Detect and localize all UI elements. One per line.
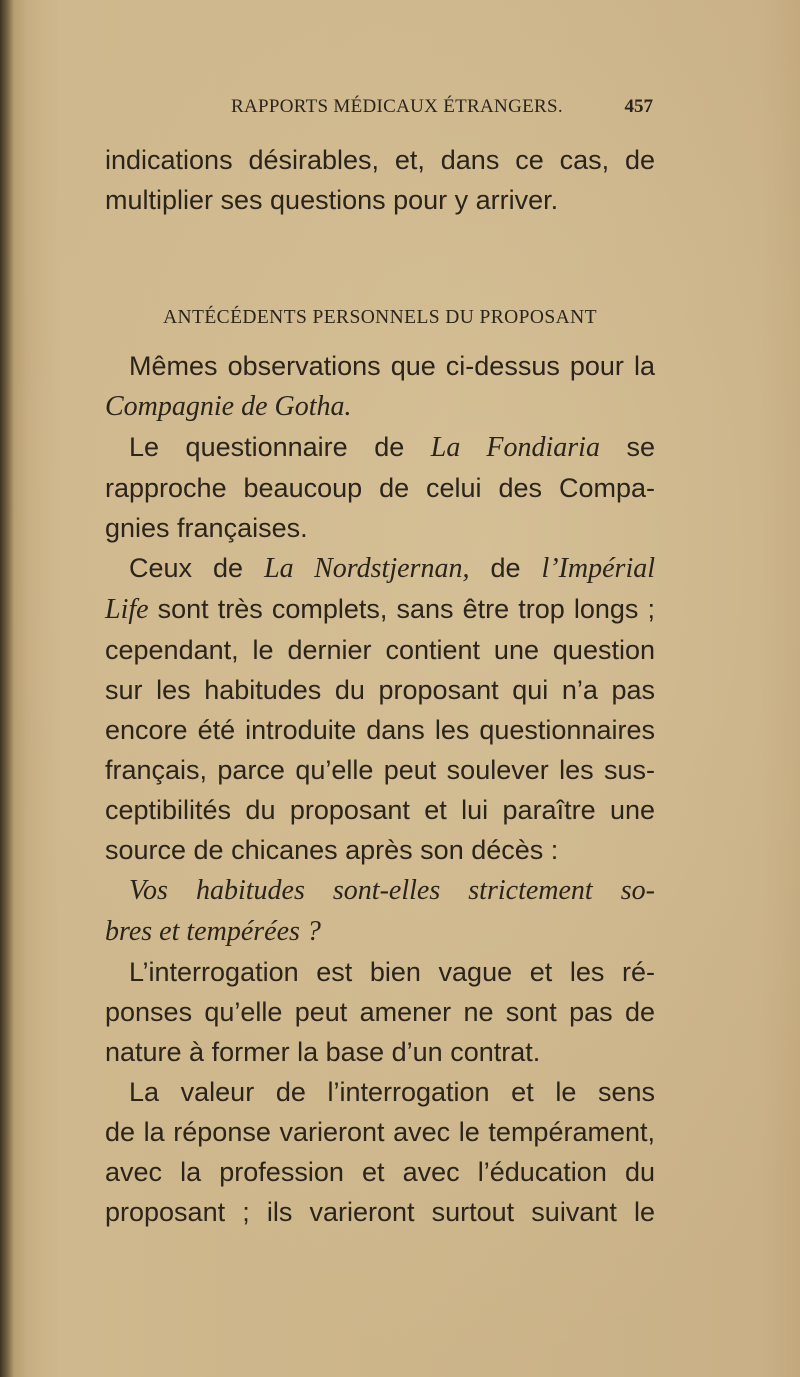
- page-number: 457: [624, 96, 653, 117]
- italic-title: Life: [105, 594, 149, 625]
- text-line: proposant ; ils varieront surtout suivant le: [105, 1197, 655, 1227]
- text-line: L’interrogation est bien vague et les ré-: [129, 957, 655, 987]
- text-line: [105, 870, 655, 911]
- text-line: source de chicanes après son décès :: [105, 835, 559, 865]
- page-body: [105, 140, 655, 1232]
- italic-title: Compagnie de Gotha.: [105, 391, 352, 422]
- italic-title: La Fondiaria: [430, 432, 600, 463]
- text-line: ceptibilités du proposant et lui paraître une: [105, 795, 655, 825]
- text-line: français, parce qu’elle peut soulever les sus-: [105, 755, 655, 785]
- text-line: nature à former la base d’un contrat.: [105, 1037, 541, 1067]
- italic-question: bres et tempérées ?: [105, 916, 321, 947]
- italic-title: La Nordstjernan,: [264, 553, 470, 584]
- text-line: encore été introduite dans les questionnaires: [105, 715, 655, 745]
- book-spine-shadow: [0, 0, 14, 1377]
- text-line: cependant, le dernier contient une question: [105, 635, 655, 665]
- italic-title: l’Impérial: [541, 553, 656, 584]
- text-line: indications désirables, et, dans ce cas, de: [105, 145, 655, 175]
- text-line: gnies françaises.: [105, 513, 308, 543]
- text-line: [105, 589, 655, 630]
- text-line: avec la profession et avec l’éducation du: [105, 1157, 655, 1187]
- text-segment: sont très complets, sans être trop longs ;: [148, 594, 655, 624]
- text-line: rapproche beaucoup de celui des Compa-: [105, 473, 655, 503]
- text-line: sur les habitudes du proposant qui n’a pas: [105, 675, 655, 705]
- text-line: La valeur de l’interrogation et le sens: [129, 1077, 655, 1107]
- text-segment: Ceux de: [129, 553, 265, 583]
- text-line: de la réponse varieront avec le tempérament,: [105, 1117, 655, 1147]
- text-line: [105, 386, 655, 427]
- text-line: [105, 911, 655, 952]
- text-line: [105, 427, 655, 468]
- running-head-title: RAPPORTS MÉDICAUX ÉTRANGERS.: [231, 96, 563, 117]
- text-line: ponses qu’elle peut amener ne sont pas de: [105, 997, 655, 1027]
- text-line: Mêmes observations que ci-dessus pour la: [129, 351, 655, 381]
- text-segment: se: [599, 432, 655, 462]
- text-line: [105, 548, 655, 589]
- text-line: multiplier ses questions pour y arriver.: [105, 185, 559, 215]
- section-heading: ANTÉCÉDENTS PERSONNELS DU PROPOSANT: [163, 307, 597, 328]
- running-head: [105, 96, 653, 126]
- text-segment: de: [469, 553, 542, 583]
- italic-question: Vos habitudes sont-elles strictement so-: [129, 875, 655, 906]
- text-segment: Le questionnaire de: [129, 432, 431, 462]
